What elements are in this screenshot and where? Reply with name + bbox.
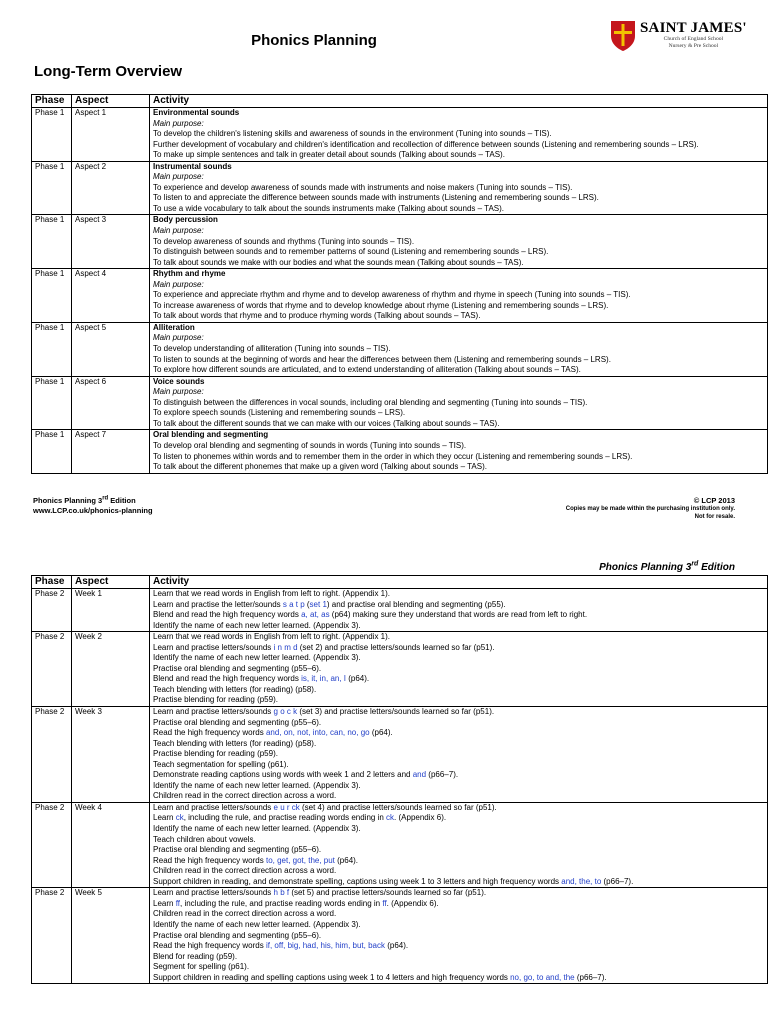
page-subtitle: Long-Term Overview xyxy=(34,63,183,80)
highlight-text: ff xyxy=(382,898,387,908)
highlight-text: to, get, got, the, put xyxy=(265,855,335,865)
activity-line: To explore how different sounds are articulated, and to extend understanding of alliteration (Talking about sounds – TAS). xyxy=(153,365,581,375)
phase-cell: Phase 1 xyxy=(32,376,72,430)
activity-line xyxy=(153,791,764,802)
text-segment: Identify the name of each new letter learned. (Appendix 3). xyxy=(153,620,361,630)
highlight-text: s a t p xyxy=(282,599,305,609)
activity-line xyxy=(153,685,764,696)
aspect-cell: Aspect 7 xyxy=(72,430,150,473)
main-purpose-label: Main purpose: xyxy=(153,387,204,397)
footer-title: Phonics Planning 3 xyxy=(33,496,103,505)
text-segment: Identify the name of each new letter learned. (Appendix 3). xyxy=(153,653,361,663)
text-segment: (set 5) and practise letters/sounds learned so far (p51). xyxy=(289,888,487,898)
text-segment: Segment for spelling (p61). xyxy=(153,962,250,972)
activity-cell xyxy=(150,269,768,323)
activity-line xyxy=(153,845,764,856)
activity-cell xyxy=(150,888,768,984)
text-segment: Children read in the correct direction across a word. xyxy=(153,791,337,801)
text-segment: Teach segmentation for spelling (p61). xyxy=(153,759,289,769)
activity-line xyxy=(153,718,764,729)
text-segment: Blend for reading (p59). xyxy=(153,951,238,961)
aspect-cell: Week 4 xyxy=(72,802,150,887)
phase-cell: Phase 2 xyxy=(32,888,72,984)
aspect-cell: Aspect 4 xyxy=(72,269,150,323)
text-segment: , including the rule, and practise reading words ending in xyxy=(183,813,387,823)
activity-line xyxy=(153,664,764,675)
activity-line xyxy=(153,952,764,963)
phase-cell: Phase 2 xyxy=(32,632,72,707)
text-segment: ( xyxy=(304,599,310,609)
text-segment: (set 2) and practise letters/sounds learned so far (p51). xyxy=(297,642,495,652)
activity-cell xyxy=(150,707,768,803)
activity-line: To listen to phonemes within words and to remember them in the order in which they occur (Listening and remembering sounds – LRS). xyxy=(153,451,633,461)
text-segment: Blend and read the high frequency words xyxy=(153,610,302,620)
activity-line xyxy=(153,920,764,931)
text-segment: Learn and practise letters/sounds xyxy=(153,802,274,812)
text-segment: Blend and read the high frequency words xyxy=(153,674,302,684)
activity-line xyxy=(153,813,764,824)
text-segment: Read the high frequency words xyxy=(153,855,266,865)
activity-line xyxy=(153,962,764,973)
activity-line: To distinguish between sounds and to remember patterns of sound (Listening and remembering sounds – LRS). xyxy=(153,247,549,257)
shield-icon xyxy=(610,20,636,52)
activity-line: To distinguish between the differences in vocal sounds, including oral blending and segmenting (Tuning into sounds – TIS). xyxy=(153,397,588,407)
activity-cell xyxy=(150,589,768,632)
footer-note1: Copies may be made within the purchasing institution only. xyxy=(565,506,735,512)
activity-line xyxy=(153,749,764,760)
text-segment: Identify the name of each new letter learned. (Appendix 3). xyxy=(153,919,361,929)
table-row xyxy=(32,161,768,215)
phase-cell: Phase 2 xyxy=(32,589,72,632)
text-segment: (p64). xyxy=(346,674,370,684)
activity-line xyxy=(153,760,764,771)
footer-url[interactable]: www.LCP.co.uk/phonics-planning xyxy=(33,506,153,515)
footer-note2: Not for resale. xyxy=(694,513,735,520)
logo-name: SAINT JAMES' xyxy=(640,20,747,36)
header-phase: Phase xyxy=(32,576,72,589)
activity-cell xyxy=(150,802,768,887)
main-purpose-label: Main purpose: xyxy=(153,279,204,289)
main-purpose-label: Main purpose: xyxy=(153,172,204,182)
activity-line: To use a wide vocabulary to talk about the sounds instruments make (Talking about sounds – TAS). xyxy=(153,203,505,213)
text-segment: Learn and practise letters/sounds xyxy=(153,642,274,652)
activity-line xyxy=(153,866,764,877)
activity-line: To develop understanding of alliteration (Tuning into sounds – TIS). xyxy=(153,344,391,354)
aspect-cell: Week 5 xyxy=(72,888,150,984)
activity-line xyxy=(153,909,764,920)
activity-cell xyxy=(150,632,768,707)
text-segment: Practise oral blending and segmenting (p55–6). xyxy=(153,845,322,855)
table-row xyxy=(32,108,768,162)
text-segment: Demonstrate reading captions using words with week 1 and 2 letters and xyxy=(153,770,413,780)
activity-line xyxy=(153,803,764,814)
phase-cell: Phase 1 xyxy=(32,161,72,215)
activity-line xyxy=(153,824,764,835)
aspect-cell: Aspect 1 xyxy=(72,108,150,162)
text-segment: (p64). xyxy=(385,941,409,951)
text-segment: (p66–7). xyxy=(601,876,634,886)
table-row xyxy=(32,632,768,707)
activity-cell xyxy=(150,108,768,162)
activity-line xyxy=(153,888,764,899)
activity-line: To talk about the different phonemes that make up a given word (Talking about sounds – TAS). xyxy=(153,462,487,472)
highlight-text: and, on, not, into, can, no, go xyxy=(265,728,370,738)
activity-line xyxy=(153,835,764,846)
activity-line xyxy=(153,707,764,718)
text-segment: (p66–7). xyxy=(426,770,459,780)
text-segment: Read the high frequency words xyxy=(153,941,266,951)
text-segment: Learn xyxy=(153,813,176,823)
logo-line2: Nursery & Pre School xyxy=(668,43,719,49)
text-segment: (set 3) and practise letters/sounds learned so far (p51). xyxy=(297,707,495,717)
phase-cell: Phase 1 xyxy=(32,430,72,473)
activity-line: To experience and appreciate rhythm and rhyme and to develop awareness of rhythm and rhyme in speech (Tuning into sounds – TIS). xyxy=(153,290,631,300)
activity-line: To develop the children's listening skills and awareness of sounds in the environment (Tuning into sounds – TIS). xyxy=(153,129,552,139)
activity-heading: Alliteration xyxy=(153,322,195,332)
activity-line: To develop oral blending and segmenting of sounds in words (Tuning into sounds – TIS). xyxy=(153,440,467,450)
text-segment: Practise blending for reading (p59). xyxy=(153,749,278,759)
activity-cell xyxy=(150,430,768,473)
edition-header xyxy=(599,562,735,573)
activity-line xyxy=(153,941,764,952)
highlight-text: ff xyxy=(175,898,180,908)
highlight-text: is, it, in, an, I xyxy=(301,674,347,684)
activity-line: To increase awareness of words that rhyme and to develop knowledge about rhyme (Listening and remembering sounds – LRS). xyxy=(153,300,609,310)
text-segment: (p64). xyxy=(334,855,359,865)
activity-line xyxy=(153,674,764,685)
highlight-text: if, off, big, had, his, him, but, back xyxy=(265,941,385,951)
table-row xyxy=(32,376,768,430)
table-row xyxy=(32,589,768,632)
aspect-cell: Aspect 3 xyxy=(72,215,150,269)
text-segment: Support children in reading and spelling captions using week 1 to 4 letters and high frequency words xyxy=(153,972,511,982)
table-row xyxy=(32,322,768,376)
highlight-text: h b f xyxy=(273,888,290,898)
text-segment: Practise oral blending and segmenting (p55–6). xyxy=(153,663,322,673)
highlight-text: ck xyxy=(386,813,395,823)
header-aspect: Aspect xyxy=(72,95,150,108)
activity-line: To talk about words that rhyme and to produce rhyming words (Talking about sounds – TAS). xyxy=(153,311,481,321)
main-purpose-label: Main purpose: xyxy=(153,226,204,236)
activity-heading: Body percussion xyxy=(153,215,218,225)
highlight-text: i n m d xyxy=(273,642,298,652)
header-activity: Activity xyxy=(150,576,768,589)
text-segment: Practise oral blending and segmenting (p55–6). xyxy=(153,717,322,727)
activity-line xyxy=(153,632,764,643)
text-segment: Support children in reading, and demonstrate spelling, captions using week 1 to 3 letters and high frequency words xyxy=(153,876,562,886)
footer-right xyxy=(566,496,735,521)
activity-line xyxy=(153,739,764,750)
phase-cell: Phase 2 xyxy=(32,707,72,803)
logo-line1: Church of England School xyxy=(663,36,724,42)
activity-line: To make up simple sentences and talk in greater detail about sounds (Talking about sounds – TAS). xyxy=(153,150,505,160)
aspect-cell: Aspect 5 xyxy=(72,322,150,376)
highlight-text: and, the, to xyxy=(561,876,602,886)
main-purpose-label: Main purpose: xyxy=(153,118,204,128)
footer-title-end: Edition xyxy=(108,496,136,505)
activity-line: To listen to and appreciate the difference between sounds made with instruments (Listening and remembering sounds – LRS). xyxy=(153,193,599,203)
text-segment: Learn and practise letters/sounds xyxy=(153,707,274,717)
text-segment: (set 4) and practise letters/sounds learned so far (p51). xyxy=(299,802,497,812)
activity-line xyxy=(153,653,764,664)
text-segment: Learn and practise letters/sounds xyxy=(153,888,274,898)
text-segment: Teach blending with letters (for reading) (p58). xyxy=(153,738,317,748)
table-row xyxy=(32,888,768,984)
edition-end: Edition xyxy=(698,562,735,573)
edition-sup: rd xyxy=(691,560,699,568)
activity-line: To talk about the different sounds that we can make with our voices (Talking about sounds – TAS). xyxy=(153,418,500,428)
activity-heading: Instrumental sounds xyxy=(153,161,232,171)
header-phase: Phase xyxy=(32,95,72,108)
activity-line: To experience and develop awareness of sounds made with instruments and noise makers (Tuning into sounds – TIS). xyxy=(153,182,573,192)
phase-cell: Phase 1 xyxy=(32,269,72,323)
aspect-cell: Aspect 2 xyxy=(72,161,150,215)
activity-line: Further development of vocabulary and children's identification and recollection of difference between sounds (Listening and remembering sounds – LRS). xyxy=(153,139,699,149)
phase-cell: Phase 1 xyxy=(32,215,72,269)
edition-text: Phonics Planning 3 xyxy=(599,562,692,573)
school-logo xyxy=(610,20,747,52)
highlight-text: no, go, to and, the xyxy=(510,972,575,982)
activity-heading: Voice sounds xyxy=(153,376,205,386)
text-segment: Read the high frequency words xyxy=(153,728,266,738)
activity-line xyxy=(153,781,764,792)
footer-copyright: © LCP 2013 xyxy=(693,496,735,505)
phase-cell: Phase 1 xyxy=(32,108,72,162)
activity-cell xyxy=(150,161,768,215)
activity-line xyxy=(153,621,764,632)
text-segment: . (Appendix 6). xyxy=(386,898,439,908)
table-row xyxy=(32,430,768,473)
text-segment: Identify the name of each new letter learned. (Appendix 3). xyxy=(153,824,361,834)
text-segment: (p64) making sure they understand that words are read from left to right. xyxy=(329,610,588,620)
main-purpose-label: Main purpose: xyxy=(153,333,204,343)
activity-line: To develop awareness of sounds and rhythms (Tuning into sounds – TIS). xyxy=(153,236,415,246)
text-segment: Practise oral blending and segmenting (p55–6). xyxy=(153,930,322,940)
activity-line xyxy=(153,931,764,942)
activity-line xyxy=(153,643,764,654)
activity-cell xyxy=(150,215,768,269)
activity-line xyxy=(153,728,764,739)
text-segment: Teach children about vowels. xyxy=(153,834,256,844)
phase-cell: Phase 1 xyxy=(32,322,72,376)
activity-line: To listen to sounds at the beginning of words and hear the differences between them (Listening and remembering sounds – LRS). xyxy=(153,354,611,364)
activity-line xyxy=(153,877,764,888)
header-aspect: Aspect xyxy=(72,576,150,589)
activity-cell xyxy=(150,322,768,376)
activity-line xyxy=(153,589,764,600)
highlight-text: and xyxy=(412,770,427,780)
table-row xyxy=(32,707,768,803)
activity-line xyxy=(153,695,764,706)
footer-title-sup: rd xyxy=(102,495,109,502)
highlight-text: e u r ck xyxy=(273,802,300,812)
phase1-table xyxy=(31,94,768,474)
activity-line xyxy=(153,973,764,984)
text-segment: Teach blending with letters (for reading) (p58). xyxy=(153,684,317,694)
activity-line: To explore speech sounds (Listening and remembering sounds – LRS). xyxy=(153,408,406,418)
page-title: Phonics Planning xyxy=(251,32,377,49)
table-row xyxy=(32,269,768,323)
table-row xyxy=(32,802,768,887)
aspect-cell: Week 1 xyxy=(72,589,150,632)
text-segment: (p64). xyxy=(369,728,393,738)
activity-cell xyxy=(150,376,768,430)
highlight-text: set 1 xyxy=(309,599,327,609)
activity-line xyxy=(153,770,764,781)
highlight-text: ck xyxy=(175,813,184,823)
activity-line xyxy=(153,899,764,910)
text-segment: Learn xyxy=(153,898,176,908)
table-row xyxy=(32,215,768,269)
aspect-cell: Week 3 xyxy=(72,707,150,803)
text-segment: , including the rule, and practise reading words ending in xyxy=(180,898,383,908)
footer-left xyxy=(33,496,153,516)
activity-heading: Oral blending and segmenting xyxy=(153,430,269,440)
text-segment: Learn that we read words in English from left to right. (Appendix 1). xyxy=(153,589,391,598)
text-segment: Children read in the correct direction across a word. xyxy=(153,866,337,876)
activity-line xyxy=(153,600,764,611)
aspect-cell: Week 2 xyxy=(72,632,150,707)
text-segment: Identify the name of each new letter learned. (Appendix 3). xyxy=(153,780,361,790)
text-segment: Children read in the correct direction across a word. xyxy=(153,909,337,919)
activity-line xyxy=(153,856,764,867)
activity-line xyxy=(153,610,764,621)
highlight-text: g o c k xyxy=(273,707,298,717)
activity-heading: Rhythm and rhyme xyxy=(153,269,226,279)
text-segment: (p66–7). xyxy=(574,972,607,982)
highlight-text: a, at, as xyxy=(301,610,330,620)
activity-heading: Environmental sounds xyxy=(153,108,240,117)
text-segment: . (Appendix 6). xyxy=(394,813,447,823)
header-activity: Activity xyxy=(150,95,768,108)
aspect-cell: Aspect 6 xyxy=(72,376,150,430)
text-segment: Learn and practise the letter/sounds xyxy=(153,599,283,609)
phase-cell: Phase 2 xyxy=(32,802,72,887)
phase2-table xyxy=(31,575,768,984)
activity-line: To talk about sounds we make with our bodies and what the sounds mean (Talking about sounds – TAS). xyxy=(153,257,524,267)
text-segment: Learn that we read words in English from left to right. (Appendix 1). xyxy=(153,632,391,642)
text-segment: ) and practise oral blending and segmenting (p55). xyxy=(326,599,506,609)
text-segment: Practise blending for reading (p59). xyxy=(153,695,278,705)
